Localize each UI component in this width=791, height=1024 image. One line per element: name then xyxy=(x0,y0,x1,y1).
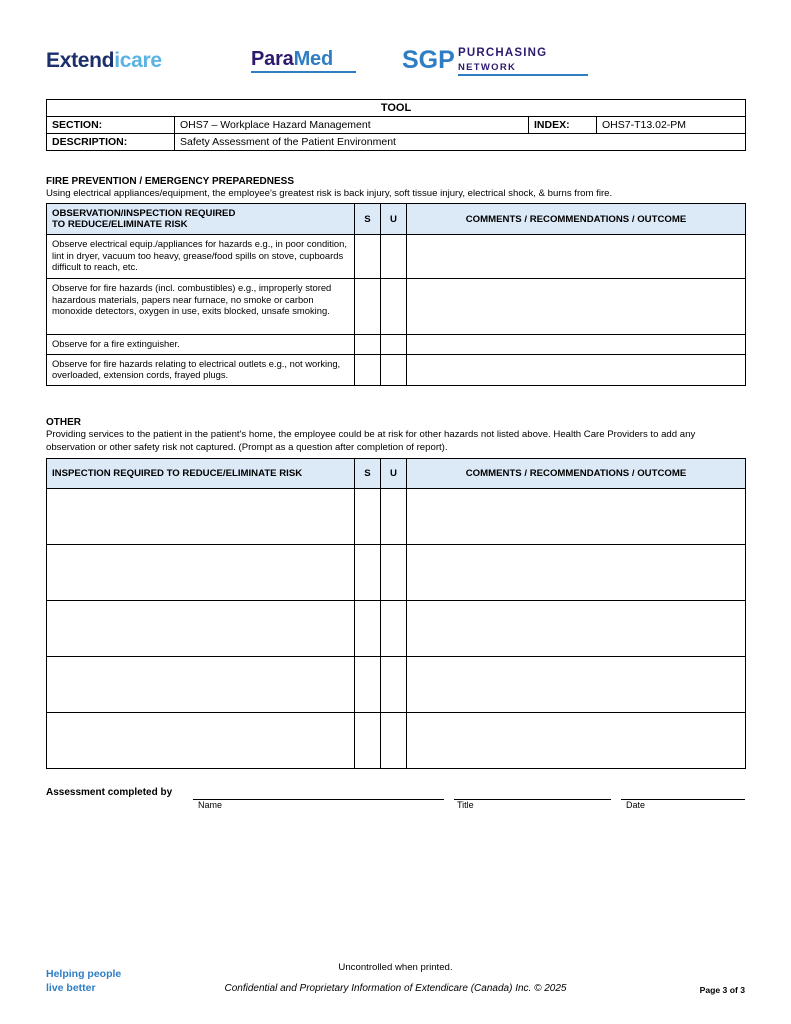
table-header-row xyxy=(47,204,746,235)
column-header-inspection: INSPECTION REQUIRED TO REDUCE/ELIMINATE RISK xyxy=(47,459,355,489)
footer-tagline-line1: Helping people xyxy=(46,968,122,980)
column-header-observation xyxy=(47,204,355,235)
index-label: INDEX: xyxy=(529,117,597,134)
column-header-u: U xyxy=(381,204,407,235)
checkbox-cell-u[interactable] xyxy=(381,657,407,713)
table-row xyxy=(47,235,746,279)
column-header-comments: COMMENTS / RECOMMENDATIONS / OUTCOME xyxy=(407,204,746,235)
fire-section-subtext: Using electrical appliances/equipment, the employee's greatest risk is back injury, soft tissue injury, electrical shock, & burns from fire. xyxy=(46,188,613,199)
checkbox-cell-u[interactable] xyxy=(381,279,407,335)
tool-title-cell: TOOL xyxy=(47,100,746,117)
paramed-logo-text-primary: Para xyxy=(251,48,294,70)
checkbox-cell-s[interactable] xyxy=(355,657,381,713)
comments-cell[interactable] xyxy=(407,545,746,601)
date-caption: Date xyxy=(626,800,646,810)
extendicare-logo-text-secondary: icare xyxy=(114,49,162,72)
paramed-logo-rule xyxy=(251,71,356,73)
checkbox-cell-u[interactable] xyxy=(381,354,407,385)
inspection-cell[interactable] xyxy=(47,713,355,769)
comments-cell[interactable] xyxy=(407,489,746,545)
title-field-line[interactable] xyxy=(454,799,611,800)
comments-cell[interactable] xyxy=(407,657,746,713)
sgp-logo-line2: NETWORK xyxy=(458,62,517,73)
table-row xyxy=(47,354,746,385)
column-header-observation-line1: OBSERVATION/INSPECTION REQUIRED xyxy=(52,208,236,219)
paramed-logo xyxy=(251,48,333,71)
other-section-subtext: Providing services to the patient in the patient's home, the employee could be at risk for other hazards not listed above. Health Care Providers to add any observation or other safety risk not captured. (Prompt as a question after completion of report). xyxy=(46,429,696,453)
checkbox-cell-s[interactable] xyxy=(355,545,381,601)
column-header-s: S xyxy=(355,204,381,235)
comments-cell[interactable] xyxy=(407,279,746,335)
table-row xyxy=(47,657,746,713)
comments-cell[interactable] xyxy=(407,354,746,385)
footer-uncontrolled-note: Uncontrolled when printed. xyxy=(338,962,453,973)
table-header-row xyxy=(47,459,746,489)
checkbox-cell-s[interactable] xyxy=(355,354,381,385)
table-row xyxy=(47,713,746,769)
logo-bar xyxy=(46,40,746,82)
comments-cell[interactable] xyxy=(407,713,746,769)
other-hazards-table xyxy=(46,458,746,769)
paramed-logo-text-secondary: Med xyxy=(293,48,333,70)
assessment-completed-by-label: Assessment completed by xyxy=(46,787,173,798)
table-row xyxy=(47,489,746,545)
sgp-purchasing-network-logo xyxy=(402,44,632,78)
inspection-cell[interactable] xyxy=(47,601,355,657)
checkbox-cell-u[interactable] xyxy=(381,489,407,545)
comments-cell[interactable] xyxy=(407,601,746,657)
fire-prevention-checklist-table xyxy=(46,203,746,386)
sgp-logo-line1: PURCHASING xyxy=(458,47,548,59)
checkbox-cell-u[interactable] xyxy=(381,335,407,355)
other-section-heading: OTHER xyxy=(46,417,81,428)
comments-cell[interactable] xyxy=(407,235,746,279)
column-header-comments: COMMENTS / RECOMMENDATIONS / OUTCOME xyxy=(407,459,746,489)
checkbox-cell-u[interactable] xyxy=(381,545,407,601)
table-row xyxy=(47,117,746,134)
table-row xyxy=(47,100,746,117)
observation-text: Observe electrical equip./appliances for hazards e.g., in poor condition, lint in dryer, vacuum too heavy, grease/food spills on stove, cupboards difficult to reach, etc. xyxy=(47,235,355,279)
section-value: OHS7 – Workplace Hazard Management xyxy=(175,117,529,134)
observation-text: Observe for fire hazards (incl. combustibles) e.g., improperly stored hazardous materials, papers near furnace, no smoke or carbon monoxide detectors, oxygen in use, exits blocked, unsafe smoking. xyxy=(47,279,355,335)
sgp-logo-abbr: SGP xyxy=(402,46,455,74)
title-caption: Title xyxy=(457,800,474,810)
checkbox-cell-s[interactable] xyxy=(355,279,381,335)
fire-section-heading: FIRE PREVENTION / EMERGENCY PREPAREDNESS xyxy=(46,176,295,187)
inspection-cell[interactable] xyxy=(47,545,355,601)
signature-block xyxy=(46,786,745,816)
column-header-s: S xyxy=(355,459,381,489)
column-header-observation-line2: TO REDUCE/ELIMINATE RISK xyxy=(52,219,188,230)
checkbox-cell-s[interactable] xyxy=(355,335,381,355)
footer-tagline-line2: live better xyxy=(46,982,96,994)
observation-text: Observe for fire hazards relating to electrical outlets e.g., not working, overloaded, extension cords, frayed plugs. xyxy=(47,354,355,385)
extendicare-logo xyxy=(46,49,162,73)
inspection-cell[interactable] xyxy=(47,657,355,713)
index-value: OHS7-T13.02-PM xyxy=(597,117,746,134)
inspection-cell[interactable] xyxy=(47,489,355,545)
checkbox-cell-s[interactable] xyxy=(355,601,381,657)
sgp-logo-rule xyxy=(458,74,588,76)
description-label: DESCRIPTION: xyxy=(47,134,175,151)
name-field-line[interactable] xyxy=(193,799,444,800)
table-row xyxy=(47,279,746,335)
comments-cell[interactable] xyxy=(407,335,746,355)
name-caption: Name xyxy=(198,800,223,810)
checkbox-cell-u[interactable] xyxy=(381,235,407,279)
observation-text: Observe for a fire extinguisher. xyxy=(47,335,355,355)
table-row xyxy=(47,545,746,601)
checkbox-cell-s[interactable] xyxy=(355,713,381,769)
table-row xyxy=(47,134,746,151)
description-value: Safety Assessment of the Patient Environment xyxy=(175,134,746,151)
footer-page-number: Page 3 of 3 xyxy=(699,985,745,995)
checkbox-cell-u[interactable] xyxy=(381,713,407,769)
extendicare-logo-text-primary: Extend xyxy=(46,49,115,72)
checkbox-cell-s[interactable] xyxy=(355,489,381,545)
document-header-table xyxy=(46,99,746,151)
column-header-u: U xyxy=(381,459,407,489)
table-row xyxy=(47,601,746,657)
checkbox-cell-u[interactable] xyxy=(381,601,407,657)
table-row xyxy=(47,335,746,355)
checkbox-cell-s[interactable] xyxy=(355,235,381,279)
footer-confidential-note: Confidential and Proprietary Information of Extendicare (Canada) Inc. © 2025 xyxy=(224,983,567,994)
section-label: SECTION: xyxy=(47,117,175,134)
